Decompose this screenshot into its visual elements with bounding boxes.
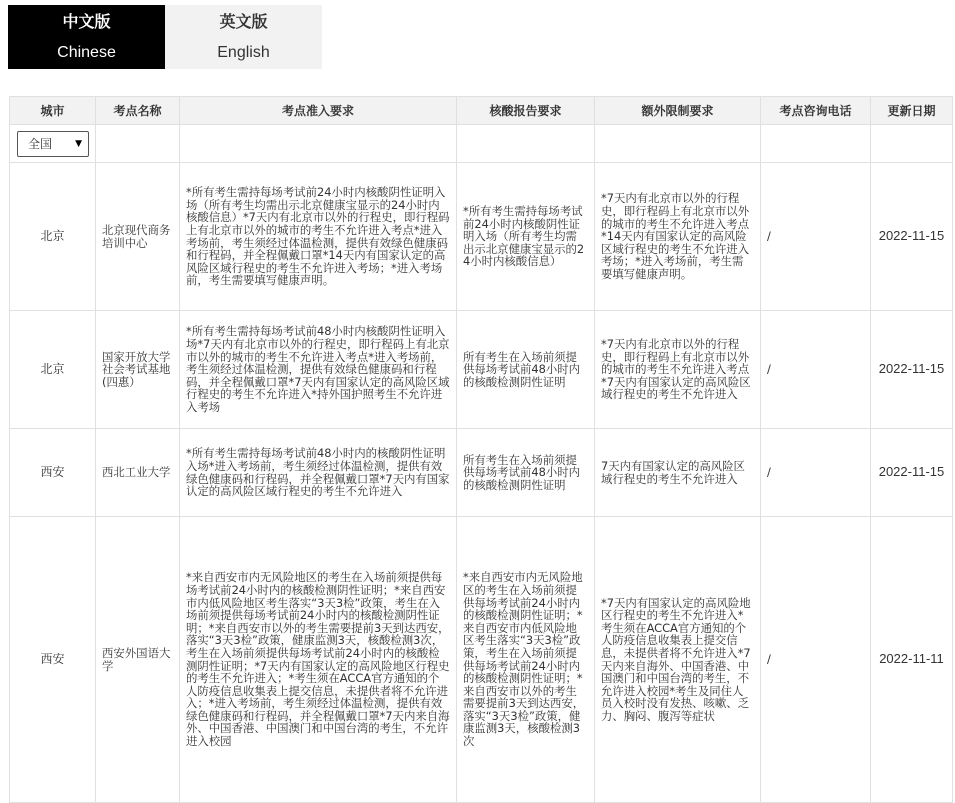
table-row (10, 163, 953, 311)
tab-chinese-label: 中文版 (62, 11, 111, 31)
filter-cell-empty (180, 125, 457, 163)
cell-city: 西安 (10, 517, 96, 803)
filter-cell-empty (96, 125, 180, 163)
cell-phone: / (761, 311, 871, 429)
exam-venue-table-container (9, 96, 952, 803)
city-filter-select[interactable] (17, 131, 89, 157)
cell-phone: / (761, 429, 871, 517)
city-filter-cell (10, 125, 96, 163)
tab-chinese[interactable] (8, 5, 165, 69)
header-city: 城市 (10, 97, 96, 125)
filter-cell-empty (871, 125, 953, 163)
cell-extra: *7天内有北京市以外的行程史，即行程码上有北京市以外的城市的考生不允许进入考点*14天内有国家认定的高风险区域行程史的考生不允许进入考场；*进入考场前，考生需要填写健康声明。 (595, 163, 761, 311)
cell-extra: 7天内有国家认定的高风险区域行程史的考生不允许进入 (595, 429, 761, 517)
cell-nucleic: *所有考生需持每场考试前24小时内核酸阴性证明入场（所有考生均需出示北京健康宝显示的24小时内核酸信息） (457, 163, 595, 311)
tab-english-label: 英文版 (219, 11, 268, 31)
header-update-date: 更新日期 (871, 97, 953, 125)
cell-venue: 国家开放大学社会考试基地(四惠） (96, 311, 180, 429)
header-venue: 考点名称 (96, 97, 180, 125)
table-row (10, 517, 953, 803)
tab-chinese-sublabel: Chinese (57, 43, 116, 61)
cell-date: 2022-11-15 (871, 311, 953, 429)
header-phone: 考点咨询电话 (761, 97, 871, 125)
cell-venue: 北京现代商务培训中心 (96, 163, 180, 311)
cell-extra: *7天内有北京市以外的行程史，即行程码上有北京市以外的城市的考生不允许进入考点*7天内有国家认定的高风险区域行程史的考生不允许进入 (595, 311, 761, 429)
table-row (10, 311, 953, 429)
cell-phone: / (761, 517, 871, 803)
cell-nucleic: *来自西安市内无风险地区的考生在入场前须提供每场考试前24小时内的核酸检测阴性证明；*来自西安市内低风险地区考生落实“3天3检”政策，考生在入场前须提供每场考试前24小时内的核酸检测阴性证明；*来自西安市以外的考生需要提前3天到达西安，落实“3天3检”政策，健康监测3天，核酸检测3次 (457, 517, 595, 803)
chevron-down-icon: ▼ (75, 138, 82, 149)
cell-city: 北京 (10, 163, 96, 311)
cell-phone: / (761, 163, 871, 311)
exam-venue-table (9, 96, 953, 803)
tab-english[interactable] (165, 5, 322, 69)
cell-venue: 西北工业大学 (96, 429, 180, 517)
cell-city: 北京 (10, 311, 96, 429)
cell-extra: *7天内有国家认定的高风险地区行程史的考生不允许进入*考生须在ACCA官方通知的个人防疫信息收集表上提交信息，未提供者将不允许进入*7天内来自海外、中国香港、中国澳门和中国台湾的考生，不允许进入校园*考生及同住人员入校时没有发热、咳嗽、乏力、胸闷、腹泻等症状 (595, 517, 761, 803)
cell-entry: *所有考生需持每场考试前48小时内核酸阴性证明入场*7天内有北京市以外的行程史，即行程码上有北京市以外的城市的考生不允许进入考点*进入考场前，考生须经过体温检测，提供有效绿色健康码和行程码，并全程佩戴口罩*7天内有国家认定的高风险区域行程史的考生不允许进入*持外国护照考生不允许进入考场 (180, 311, 457, 429)
cell-date: 2022-11-15 (871, 429, 953, 517)
cell-venue: 西安外国语大学 (96, 517, 180, 803)
cell-nucleic: 所有考生在入场前须提供每场考试前48小时内的核酸检测阴性证明 (457, 311, 595, 429)
language-switcher (8, 5, 322, 69)
cell-date: 2022-11-11 (871, 517, 953, 803)
cell-date: 2022-11-15 (871, 163, 953, 311)
cell-city: 西安 (10, 429, 96, 517)
table-header-row (10, 97, 953, 125)
header-extra-restrictions: 额外限制要求 (595, 97, 761, 125)
tab-english-sublabel: English (217, 43, 270, 61)
header-entry-requirements: 考点准入要求 (180, 97, 457, 125)
header-nucleic-report: 核酸报告要求 (457, 97, 595, 125)
cell-entry: *所有考生需持每场考试前24小时内核酸阴性证明入场（所有考生均需出示北京健康宝显示的24小时内核酸信息）*7天内有北京市以外的行程史，即行程码上有北京市以外的城市的考生不允许进入考点*进入考场前，考生须经过体温检测，提供有效绿色健康码和行程码，并全程佩戴口罩*14天内有国家认定的高风险区域行程史的考生不允许进入考场；*进入考场前，考生需要填写健康声明。 (180, 163, 457, 311)
city-filter-value: 全国 (28, 137, 53, 151)
cell-nucleic: 所有考生在入场前须提供每场考试前48小时内的核酸检测阴性证明 (457, 429, 595, 517)
filter-cell-empty (457, 125, 595, 163)
filter-cell-empty (595, 125, 761, 163)
table-row (10, 429, 953, 517)
cell-entry: *所有考生需持每场考试前48小时内的核酸阴性证明入场*进入考场前，考生须经过体温检测，提供有效绿色健康码和行程码，并全程佩戴口罩*7天内有国家认定的高风险区域行程史的考生不允许进入 (180, 429, 457, 517)
cell-entry: *来自西安市内无风险地区的考生在入场前须提供每场考试前24小时内的核酸检测阴性证明；*来自西安市内低风险地区考生落实“3天3检”政策，考生在入场前须提供每场考试前24小时内的核酸检测阴性证明；*来自西安市以外的考生需要提前3天到达西安，落实“3天3检”政策，健康监测3天，核酸检测3次，考生在入场前须提供每场考试前24小时内的核酸检测阴性证明；*7天内有国家认定的高风险地区行程史的考生不允许进入；*考生须在ACCA官方通知的个人防疫信息收集表上提交信息，未提供者将不允许进入；*进入考场前，考生须经过体温检测，提供有效绿色健康码和行程码，并全程佩戴口罩*7天内来自海外、中国香港、中国澳门和中国台湾的考生，不允许进入校园 (180, 517, 457, 803)
filter-row (10, 125, 953, 163)
filter-cell-empty (761, 125, 871, 163)
